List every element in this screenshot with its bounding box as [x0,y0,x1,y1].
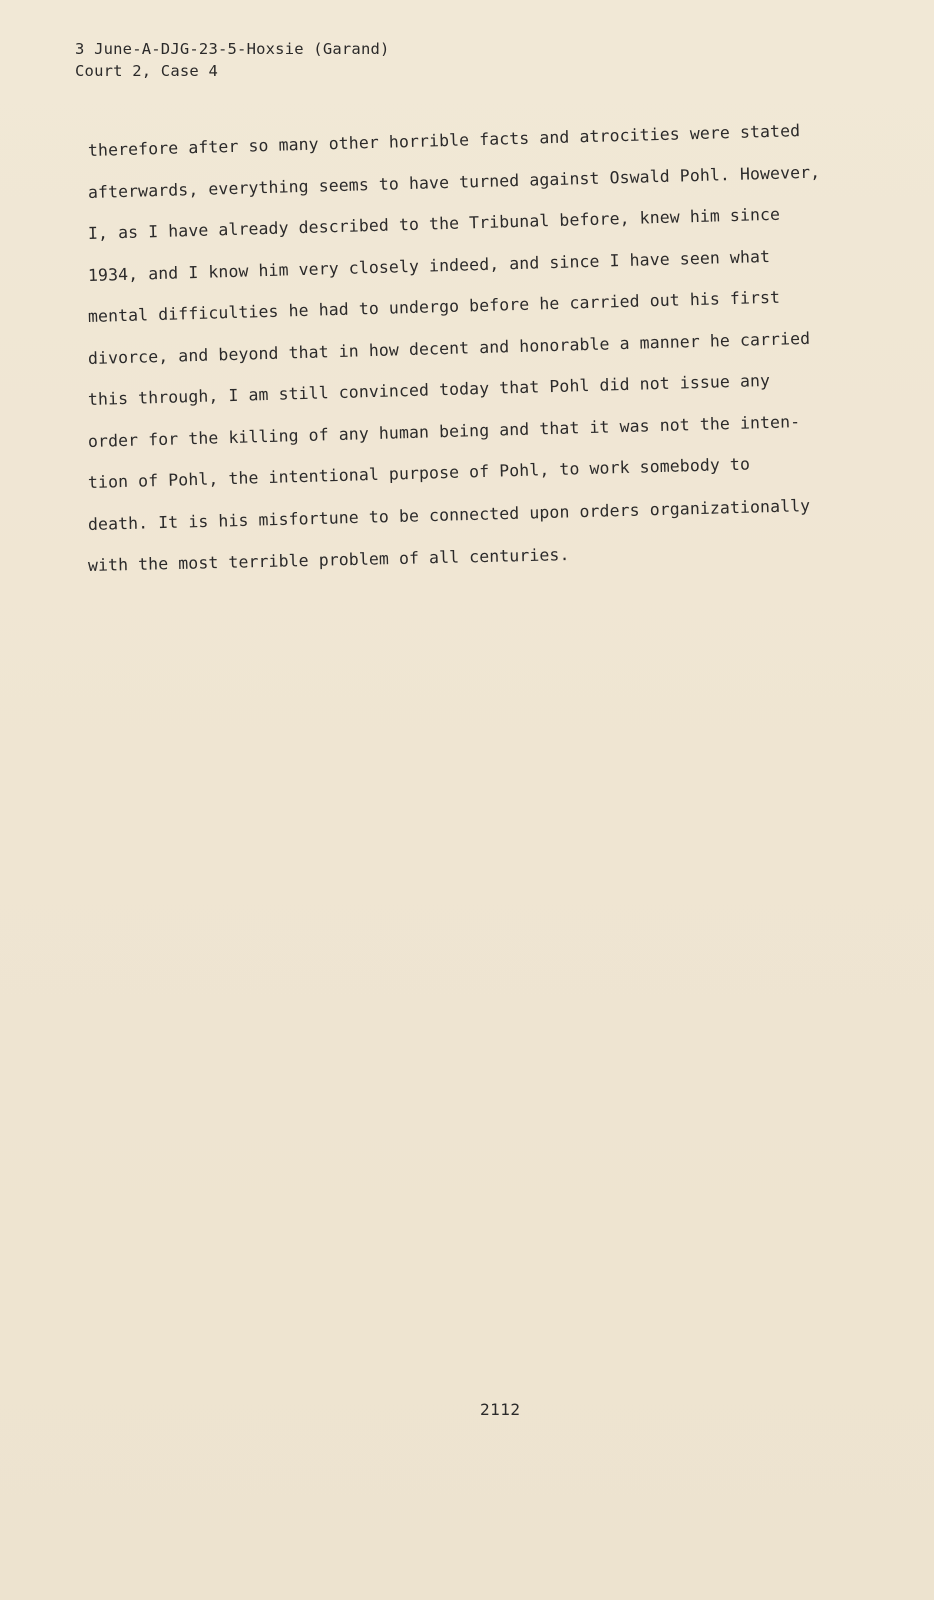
header-court-line: Court 2, Case 4 [75,62,218,80]
body-line: divorce, and beyond that in how decent and honorable a manner he carried [87,328,811,368]
body-line: death. It is his misfortune to be connected upon orders organizationally [87,495,811,534]
body-line: tion of Pohl, the intentional purpose of Pohl, to work somebody to [87,454,751,492]
header-reference-line: 3 June-A-DJG-23-5-Hoxsie (Garand) [75,40,390,58]
body-line: afterwards, everything seems to have turned against Oswald Pohl. However, [87,162,821,202]
body-line: order for the killing of any human being and that it was not the inten- [87,411,801,451]
body-line: 1934, and I know him very closely indeed, and since I have seen what [87,246,771,285]
body-line: I, as I have already described to the Tribunal before, knew him since [87,204,781,243]
body-line: mental difficulties he had to undergo before he carried out his first [87,287,781,326]
document-header [75,38,390,82]
document-body [87,121,848,587]
body-line: this through, I am still convinced today that Pohl did not issue any [87,370,771,409]
page-number: 2112 [480,1400,521,1419]
body-line: with the most terrible problem of all centuries. [87,545,570,575]
body-line: therefore after so many other horrible facts and atrocities were stated [87,121,801,160]
